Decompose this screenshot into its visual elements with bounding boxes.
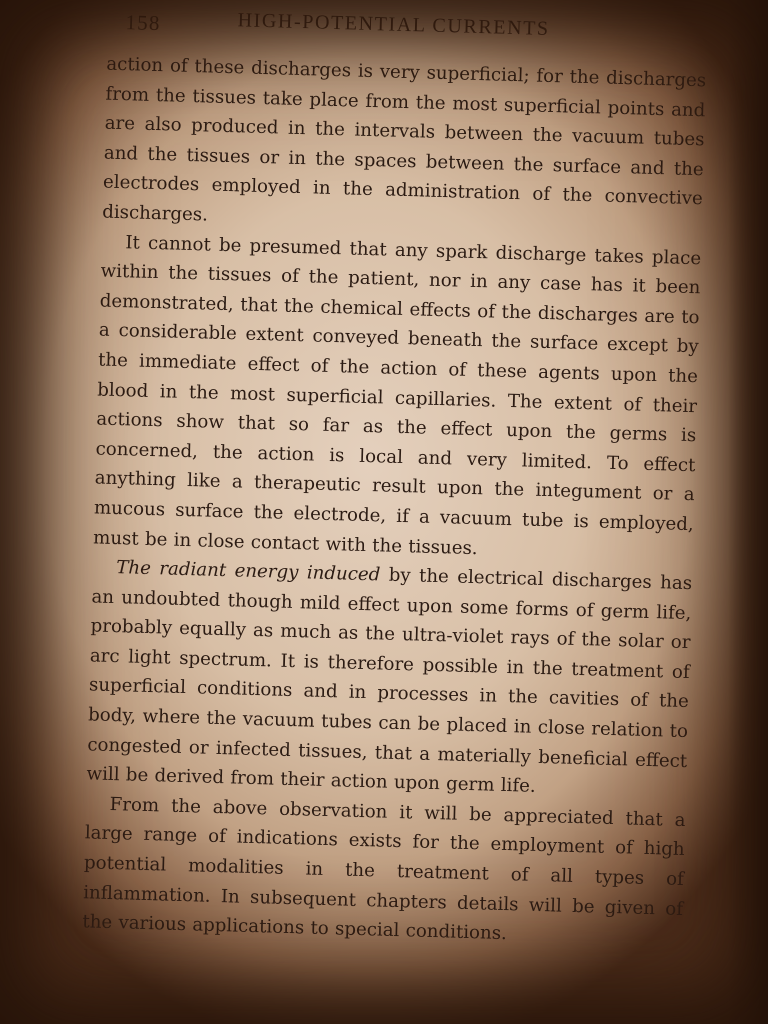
paragraph-2: It cannot be presumed that any spark discharge takes place within the tissues of the patient, nor in any case has it been demonstrated, that the chemical effects of the discharges are to a considerable extent conveyed beneath the surface except by the immediate effect of the action of these agents upon the blood in the most superficial capillaries. The extent of their actions show that so far as the effect upon the germs is concerned, the action is local and very limited. To effect anything like a therapeutic result upon the integument or a mucous surface the electrode, if a vacuum tube is employed, must be in close contact with the tissues. — [92, 231, 702, 559]
paragraph-3 — [86, 553, 692, 806]
running-head-title: HIGH-POTENTIAL CURRENTS — [237, 9, 550, 40]
body-text — [82, 50, 707, 954]
book-spine-shadow — [728, 0, 768, 1024]
page-number: 158 — [125, 10, 161, 36]
paragraph-3-text: by the electrical discharges has an undoubted though mild effect upon some forms of germ life, probably equally as much as the ultra-violet rays of the solar or arc light spectrum. It is therefore possible in the treatment of superficial conditions and in processes in the cavities of the body, where the vacuum tubes can be placed in close relation to congested or infected tissues, that a materially beneficial effect will be derived from their action upon germ life. — [86, 564, 693, 798]
running-head — [107, 2, 708, 53]
paragraph-4: From the above observation it will be appreciated that a large range of indications exists for the employment of high potential modalities in the treatment of all types of inflammation. In subsequent chapters details will be given of the various applications to special conditions. — [82, 793, 686, 945]
paragraph-3-emphasis: The radiant energy induced — [116, 557, 381, 586]
book-page — [80, 2, 708, 1018]
paragraph-1: action of these discharges is very superficial; for the discharges from the tissues take place from the most superficial points and are also produced in the intervals between the vacuum tubes and the tissues or in the spaces between the surface and the electrodes employed in the administration of the convective discharges. — [101, 53, 707, 226]
